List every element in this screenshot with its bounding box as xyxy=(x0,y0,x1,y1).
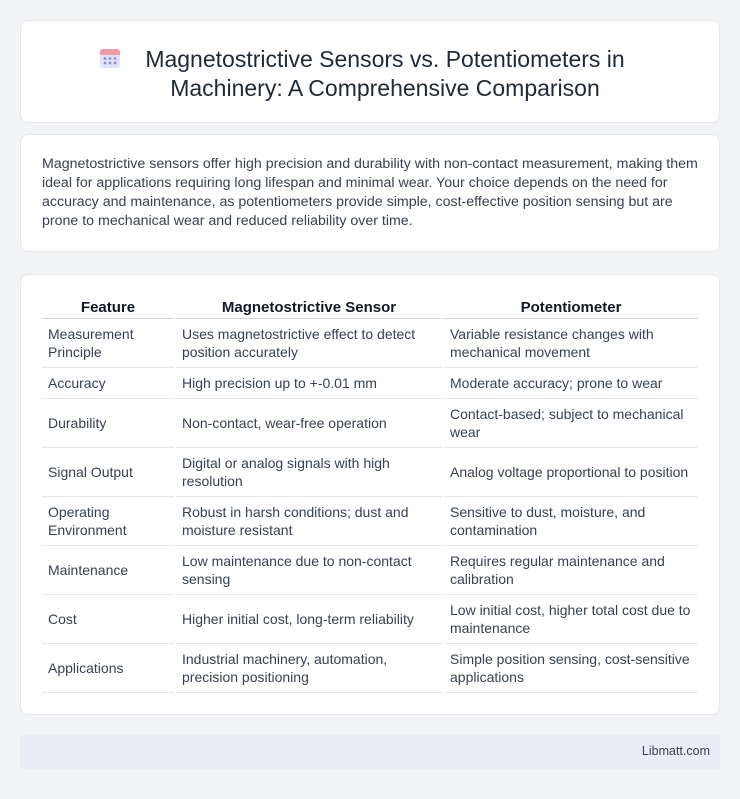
table-row xyxy=(42,398,698,447)
intro-paragraph: Magnetostrictive sensors offer high precision and durability with non-contact measurement, making them ideal for applications requiring long lifespan and minimal wear. Your choice depends on the need for accuracy and maintenance, as potentiometers provide simple, cost-effective position sensing but are prone to mechanical wear and reduced reliability over time. xyxy=(42,156,698,229)
header-feature: Feature xyxy=(42,295,175,318)
table-row xyxy=(42,594,698,643)
row-potentiometer: Requires regular maintenance and calibration xyxy=(443,545,698,594)
row-magnetostrictive: Robust in harsh conditions; dust and moisture resistant xyxy=(175,496,443,545)
row-magnetostrictive: Uses magnetostrictive effect to detect position accurately xyxy=(175,318,443,367)
row-potentiometer: Simple position sensing, cost-sensitive applications xyxy=(443,643,698,692)
table-row xyxy=(42,367,698,398)
row-potentiometer: Sensitive to dust, moisture, and contamination xyxy=(443,496,698,545)
comparison-card xyxy=(20,274,720,715)
comparison-table xyxy=(42,295,698,693)
row-feature: Durability xyxy=(42,398,175,447)
footer-site-link[interactable]: Libmatt.com xyxy=(641,744,710,758)
row-feature: Accuracy xyxy=(42,367,175,398)
row-magnetostrictive: High precision up to +-0.01 mm xyxy=(175,367,443,398)
row-potentiometer: Contact-based; subject to mechanical wear xyxy=(443,398,698,447)
title-wrap xyxy=(21,45,719,103)
row-feature: Operating Environment xyxy=(42,496,175,545)
row-feature: Applications xyxy=(42,643,175,692)
table-row xyxy=(42,496,698,545)
table-row xyxy=(42,447,698,496)
row-magnetostrictive: Higher initial cost, long-term reliability xyxy=(175,594,443,643)
row-potentiometer: Low initial cost, higher total cost due to maintenance xyxy=(443,594,698,643)
page-title: Magnetostrictive Sensors vs. Potentiometers in Machinery: A Comprehensive Comparison xyxy=(145,46,625,101)
row-magnetostrictive: Non-contact, wear-free operation xyxy=(175,398,443,447)
footer-bar xyxy=(20,735,720,769)
table-row xyxy=(42,643,698,692)
table-row xyxy=(42,545,698,594)
row-magnetostrictive: Digital or analog signals with high resolution xyxy=(175,447,443,496)
row-feature: Cost xyxy=(42,594,175,643)
row-magnetostrictive: Low maintenance due to non-contact sensing xyxy=(175,545,443,594)
row-magnetostrictive: Industrial machinery, automation, precision positioning xyxy=(175,643,443,692)
row-feature: Measurement Principle xyxy=(42,318,175,367)
intro-card xyxy=(20,134,720,252)
row-feature: Signal Output xyxy=(42,447,175,496)
row-potentiometer: Variable resistance changes with mechanical movement xyxy=(443,318,698,367)
header-magnetostrictive: Magnetostrictive Sensor xyxy=(175,295,443,318)
table-row xyxy=(42,318,698,367)
row-potentiometer: Moderate accuracy; prone to wear xyxy=(443,367,698,398)
row-feature: Maintenance xyxy=(42,545,175,594)
header-potentiometer: Potentiometer xyxy=(443,295,698,318)
row-potentiometer: Analog voltage proportional to position xyxy=(443,447,698,496)
title-card xyxy=(20,20,720,123)
table-header-row xyxy=(42,295,698,318)
